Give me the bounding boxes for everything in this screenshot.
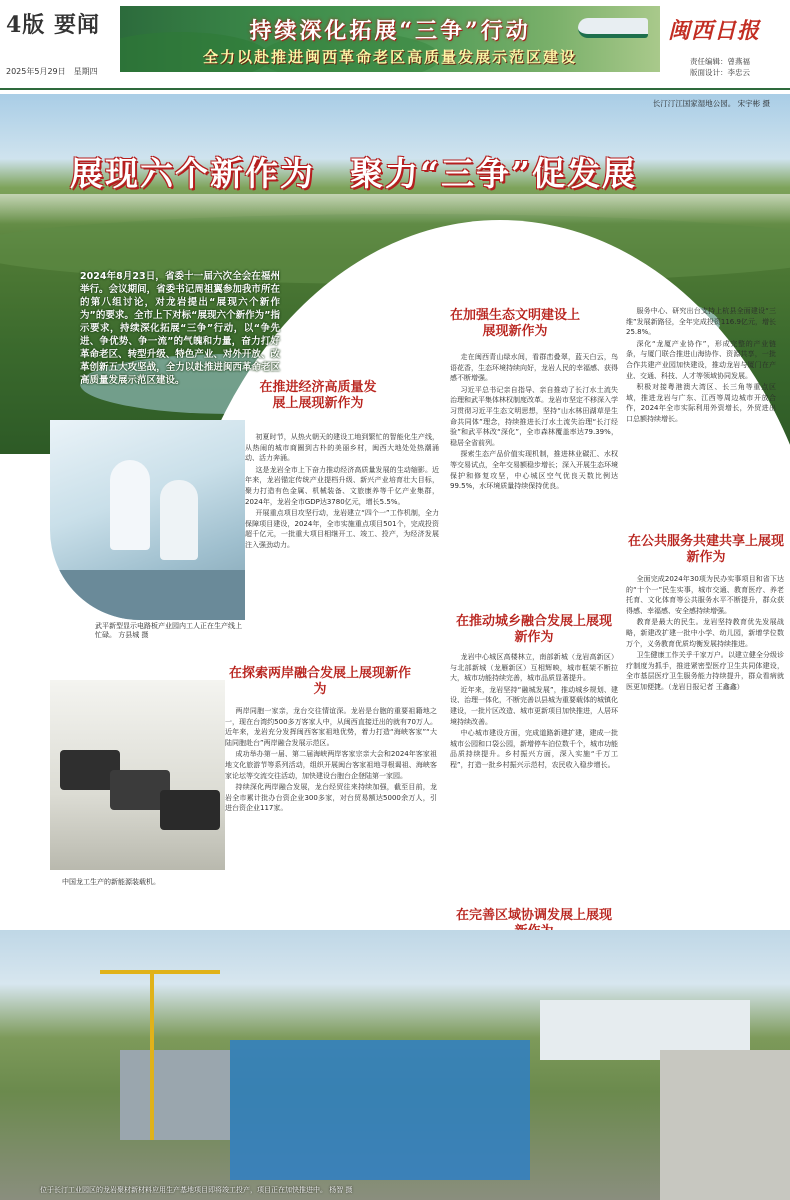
section-integration-title bbox=[450, 612, 618, 652]
paragraph: 深化“龙厦产业协作”，形成完整的产业链条，与厦门联合推进山海协作、资源共享，一批合作共建产业园加快建设，推动龙岩与厦门在产业、交通、科技、人才等领域协同发展。 bbox=[626, 339, 776, 380]
section-economy-body bbox=[245, 432, 439, 604]
loaders-photo-caption: 中国龙工生产的新能源装载机。 bbox=[62, 878, 160, 886]
loaders-photo bbox=[50, 680, 225, 870]
section-public-body bbox=[626, 574, 784, 904]
crane-jib bbox=[100, 970, 220, 974]
section-ecology-continued bbox=[626, 306, 776, 522]
paragraph: 卫生健康工作关乎千家万户。以建立健全分级诊疗制度为抓手，推进紧密型医疗卫生共同体建设，全市基层医疗卫生服务能力持续提升，群众看病就医更加便捷。（龙岩日报记者 王鑫鑫） bbox=[626, 651, 784, 691]
section-public-title bbox=[626, 532, 786, 572]
editor-credits bbox=[690, 56, 750, 78]
banner-title: 持续深化拓展“三争”行动 bbox=[249, 18, 531, 44]
section-ecology-title bbox=[450, 306, 580, 346]
paragraph: 服务中心、研究出台支持上杭县全面建设“三维”发展新路径，全年完成投资116.9亿元，增长25.8%。 bbox=[626, 307, 776, 337]
paragraph: 开展重点项目攻坚行动，龙岩建立“四个一”工作机制，全力保障项目建设，2024年，全市实施重点项目501个，完成投资超千亿元，一批重大项目相继开工、竣工、投产，为经济发展注入强劲动力。 bbox=[245, 509, 439, 549]
paragraph: 走在闽西青山绿水间，看群峦叠翠，蓝天白云，鸟语花香，生态环境持续向好，龙岩人民的幸福感、获得感不断增强。 bbox=[450, 353, 618, 383]
tower-crane-icon bbox=[150, 970, 154, 1140]
paragraph: 这是龙岩全市上下奋力推动经济高质量发展的生动缩影。近年来，龙岩锚定传统产业提档升级、新兴产业培育壮大目标，聚力打造有色金属、机械装备、文旅康养等千亿产业集群，2024年，龙岩全市GDP达3780亿元，增长5.5%。 bbox=[245, 465, 439, 506]
construction-site-photo bbox=[0, 930, 790, 1200]
worker-figure bbox=[110, 460, 150, 550]
workbench bbox=[50, 570, 245, 620]
section-integration-body bbox=[450, 652, 618, 898]
paragraph: 龙岩中心城区高楼林立，南部新城（龙岩高新区）与北部新城（龙雁新区）互相辉映，城市框架不断拉大，城市功能持续完善，城市品质显著提升。 bbox=[450, 653, 618, 683]
designer-line: 版面设计：李忠云 bbox=[690, 68, 750, 77]
construction-photo-caption: 位于长汀工业园区的龙岩聚材新材料应用生产基地项目即将竣工投产，项目正在加快推进中。 杨智 摄 bbox=[40, 1186, 353, 1194]
page-headline: 展现六个新作为 聚力“三争”促发展 bbox=[70, 154, 637, 193]
section-title: 在推进经济高质量发展上展现新作为 bbox=[259, 380, 377, 411]
section-title: 在公共服务共建共享上展现新作为 bbox=[627, 534, 784, 565]
paragraph: 两岸同胞一家亲，龙台交往情谊深。龙岩是台胞的重要祖籍地之一，现在台湾约500多万客家人中，从闽西直接迁出的就有70万人。近年来，龙岩充分发挥闽西客家祖地优势，着力打造“海峡客家”“大陆同胞赴台”两岸融合发展示范区。 bbox=[225, 707, 437, 747]
hero-photo-credit: 长汀汀江国家湿地公园。 宋宇彬 摄 bbox=[652, 99, 770, 108]
page-number: 4版 要闻 bbox=[6, 12, 100, 38]
paragraph: 教育是最大的民生。龙岩坚持教育优先发展战略，新建改扩建一批中小学、幼儿园，新增学位数万个，义务教育优质均衡发展持续推进。 bbox=[626, 618, 784, 648]
paragraph: 初夏时节，从热火朝天的建设工地到繁忙的智能化生产线，从热闹的城市商圈到古朴的美丽乡村，闽西大地处处热潮涌动、活力奔涌。 bbox=[245, 433, 439, 463]
issue-date: 2025年5月29日 星期四 bbox=[6, 67, 98, 76]
section-strait-title bbox=[225, 664, 415, 704]
loader-machine bbox=[160, 790, 220, 830]
section-title: 在加强生态文明建设上展现新作为 bbox=[450, 308, 580, 339]
section-banner bbox=[120, 6, 660, 72]
worker-figure bbox=[160, 480, 198, 560]
scaffolding-building bbox=[230, 1040, 530, 1180]
section-title: 在探索两岸融合发展上展现新作为 bbox=[228, 666, 411, 697]
steel-frame bbox=[120, 1050, 230, 1140]
hero-fog bbox=[0, 194, 790, 224]
section-strait-body bbox=[225, 706, 437, 906]
newspaper-logo: 闽西日报 bbox=[668, 18, 761, 44]
factory-workers-photo bbox=[50, 420, 245, 620]
paragraph: 持续深化两岸融合发展，龙台经贸往来持续加强，截至目前，龙岩全市累计批办台资企业300多家，对台贸易额达5000余万人，引进台资企业117家。 bbox=[225, 783, 437, 813]
editor-line: 责任编辑：曾燕福 bbox=[690, 57, 750, 66]
section-title: 在完善区域协调发展上展现 bbox=[455, 908, 612, 923]
section-ecology-body bbox=[450, 352, 618, 600]
paragraph: 全面完成2024年30项为民办实事项目和省下达的“十个一”民生实事，城市交通、教育医疗、养老托育、文化体育等公共服务水平不断提升，群众获得感、幸福感、安全感持续增强。 bbox=[626, 575, 784, 615]
masthead bbox=[0, 0, 790, 92]
masthead-divider bbox=[0, 88, 790, 90]
section-title: 在推动城乡融合发展上展现新作为 bbox=[455, 614, 612, 645]
paragraph: 中心城市建设方面，完成道路新建扩建，建成一批城市公园和口袋公园，新增停车泊位数千个，城市功能品质持续提升。乡村振兴方面，深入实施“千万工程”，打造一批乡村振兴示范村，农民收入稳步增长。 bbox=[450, 729, 618, 769]
road bbox=[660, 1050, 790, 1200]
paragraph: 探索生态产品价值实现机制，推进林业碳汇、水权等交易试点，全年交易额稳步增长；深入开展生态环境保护和修复攻坚，中心城区空气优良天数比例达99.5%，水环境质量持续保持优良。 bbox=[450, 450, 618, 491]
banner-subtitle: 全力以赴推进闽西革命老区高质量发展示范区建设 bbox=[202, 48, 577, 66]
paragraph: 习近平总书记亲自指导、亲自推动了长汀水土流失治理和武平集体林权制度改革。龙岩市坚定不移深入学习贯彻习近平生态文明思想，坚持“山水林田湖草是生命共同体”理念，持续推进长汀水土流失治理“长汀经验”和武平林改“深化”，全市森林覆盖率达79.39%，稳居全省前列。 bbox=[450, 385, 618, 447]
intro-paragraph: 2024年8月23日，省委十一届六次全会在福州举行。会议期间，省委书记周祖翼参加我市所在的第八组讨论，对龙岩提出“展现六个新作为”的要求。全市上下对标“展现六个新作为”指示要求，持续深化拓展“三争”行动，以“争先进、争优势、争一流”的气魄和力量，奋力打好革命老区、转型升级、特色产业、对外开放、改革创新五大攻坚战，全力以赴推进闽西革命老区高质量发展示范区建设。 bbox=[80, 271, 280, 386]
paragraph: 成功举办第一届、第二届海峡两岸客家宗亲大会和2024年客家祖地文化旅游节等系列活动，组织开展闽台客家祖地寻根谒祖、海峡客家论坛等交流交往活动，加快建设台胞台企登陆第一家园。 bbox=[225, 750, 437, 780]
paragraph: 近年来，龙岩坚持“融城发展”，推动城乡规划、建设、治理一体化，不断完善以县城为重要载体的城镇化建设，一批片区改造、城市更新项目加快推进，人居环境持续改善。 bbox=[450, 685, 618, 726]
factory-photo-caption: 武平新型显示电路板产业园内工人正在生产线上忙碌。 方县城 摄 bbox=[95, 622, 242, 639]
paragraph: 积极对接粤港澳大湾区、长三角等重点区域，推进龙岩与广东、江西等周边城市开放合作，2024年全市实际利用外资增长，外贸进出口总额持续增长。 bbox=[626, 383, 776, 423]
